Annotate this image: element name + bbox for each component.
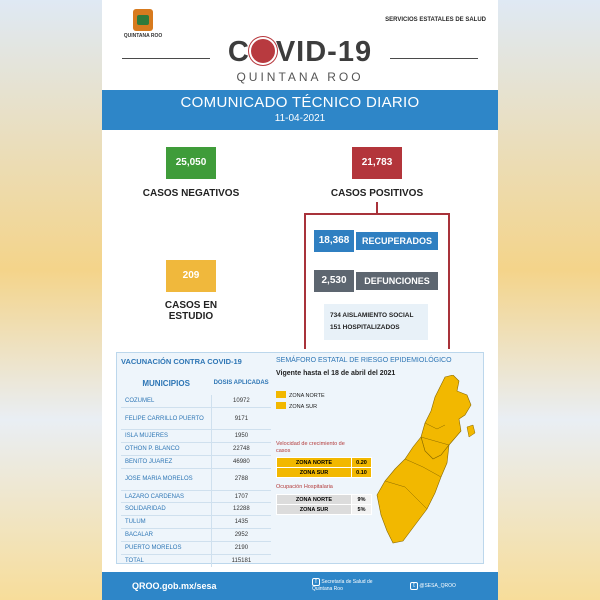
facebook-label: Secretaría de Salud de Quintana Roo [312,579,373,592]
legend-south-label: ZONA SUR [289,404,318,410]
hospitalized-text: 151 HOSPITALIZADOS [330,324,400,331]
zone-name: ZONA SUR [277,505,352,515]
zone-name: ZONA NORTE [277,495,352,505]
positives-label: CASOS POSITIVOS [330,188,424,199]
isolation-text: 734 AISLAMIENTO SOCIAL [330,312,414,319]
zone-value: 0.10 [352,468,372,478]
table-row [121,443,271,456]
occupancy-title: Ocupación Hospitalaria [276,484,333,490]
municipio-name: SOLIDARIDAD [121,503,211,516]
municipio-name: JOSE MARIA MORELOS [121,468,211,490]
col-dosis: DOSIS APLICADAS [213,380,269,386]
dose-count: 9171 [211,408,271,430]
table-row [277,458,372,468]
dose-count: 12288 [211,503,271,516]
table-row [121,395,271,408]
growth-table [276,457,372,478]
table-row [277,468,372,478]
dose-count: 1950 [211,430,271,443]
zone-value: 9% [352,495,372,505]
state-logo [121,9,165,39]
dose-count: 46980 [211,455,271,468]
table-row [121,516,271,529]
municipio-name: PUERTO MORELOS [121,541,211,554]
title-suffix: VID-19 [275,36,373,68]
title-prefix: C [227,36,250,68]
municipio-name: OTHON P. BLANCO [121,443,211,456]
dose-count: 2788 [211,468,271,490]
page-subtitle: QUINTANA ROO [236,70,364,84]
legend-north [276,391,336,402]
dose-count: 2190 [211,541,271,554]
page-title [102,36,498,69]
study-label: CASOS EN ESTUDIO [164,300,218,322]
title-row [102,36,498,70]
growth-title: Velocidad de crecimiento de casos [276,441,345,454]
recovered-value: 18,368 [314,230,354,252]
semaforo-validity: Vigente hasta el 18 de abril del 2021 [276,370,396,377]
vaccination-title: VACUNACIÓN CONTRA COVID-19 [121,357,242,366]
deaths-label: DEFUNCIONES [356,272,438,290]
total-label: TOTAL [125,557,144,564]
dose-count: 10972 [211,395,271,408]
map-cozumel-island [467,425,475,437]
active-cases-card [324,304,428,340]
table-row [277,505,372,515]
negatives-label: CASOS NEGATIVOS [142,188,240,199]
dose-count: 1707 [211,490,271,503]
positives-value: 21,783 [352,147,402,179]
legend-swatch [276,391,286,398]
dose-count: 1435 [211,516,271,529]
municipio-name: BACALAR [121,529,211,542]
table-row [121,430,271,443]
zone-name: ZONA NORTE [277,458,352,468]
study-value: 209 [166,260,216,292]
services-label: SERVICIOS ESTATALES DE SALUD [385,17,486,23]
legend-north-label: ZONA NORTE [289,393,325,399]
occupancy-table [276,494,372,515]
recovered-label: RECUPERADOS [356,232,438,250]
website-link[interactable]: QROO.gob.mx/sesa [132,581,217,591]
zone-name: ZONA SUR [277,468,352,478]
twitter-label: @SESA_QROO [419,583,456,589]
virus-icon [251,39,275,63]
table-row [121,408,271,430]
legend-south [276,402,336,413]
table-row [121,503,271,516]
municipio-name: LAZARO CARDENAS [121,490,211,503]
connector-line [304,213,450,215]
zone-value: 5% [352,505,372,515]
report-date: 11-04-2021 [274,113,326,124]
bulletin-sheet [102,0,498,600]
connector-line [448,213,450,349]
municipio-name: TULUM [121,516,211,529]
dose-count: 22748 [211,443,271,456]
table-row [121,529,271,542]
vaccination-table [121,371,271,567]
report-band [102,90,498,130]
facebook-link[interactable] [312,578,382,593]
dose-count: 2952 [211,529,271,542]
vaccination-panel [116,352,484,564]
footer-bar [102,572,498,600]
report-title: COMUNICADO TÉCNICO DIARIO [180,94,420,111]
total-value: 115181 [211,554,271,567]
zone-value: 0.20 [352,458,372,468]
legend-swatch [276,402,286,409]
connector-line [304,213,306,349]
municipio-name: FELIPE CARRILLO PUERTO [121,408,211,430]
municipio-name: COZUMEL [121,395,211,408]
col-municipio: MUNICIPIOS [142,378,190,388]
municipio-name: ISLA MUJERES [121,430,211,443]
table-row [121,490,271,503]
table-row [121,468,271,490]
facebook-icon: f [312,578,320,586]
logo-text: QUINTANA ROO [123,33,163,39]
semaforo-title: SEMÁFORO ESTATAL DE RIESGO EPIDEMIOLÓGICO [276,357,452,364]
table-row [121,541,271,554]
municipio-name: BENITO JUAREZ [121,455,211,468]
total-row [121,554,271,567]
twitter-link[interactable] [410,582,456,590]
map-north-zone [421,375,471,459]
zone-legend [276,391,336,413]
table-row [277,495,372,505]
table-row [121,455,271,468]
twitter-icon: t [410,582,418,590]
quintana-roo-map [375,375,483,547]
coat-of-arms-icon [133,9,153,31]
deaths-value: 2,530 [314,270,354,292]
negatives-value: 25,050 [166,147,216,179]
